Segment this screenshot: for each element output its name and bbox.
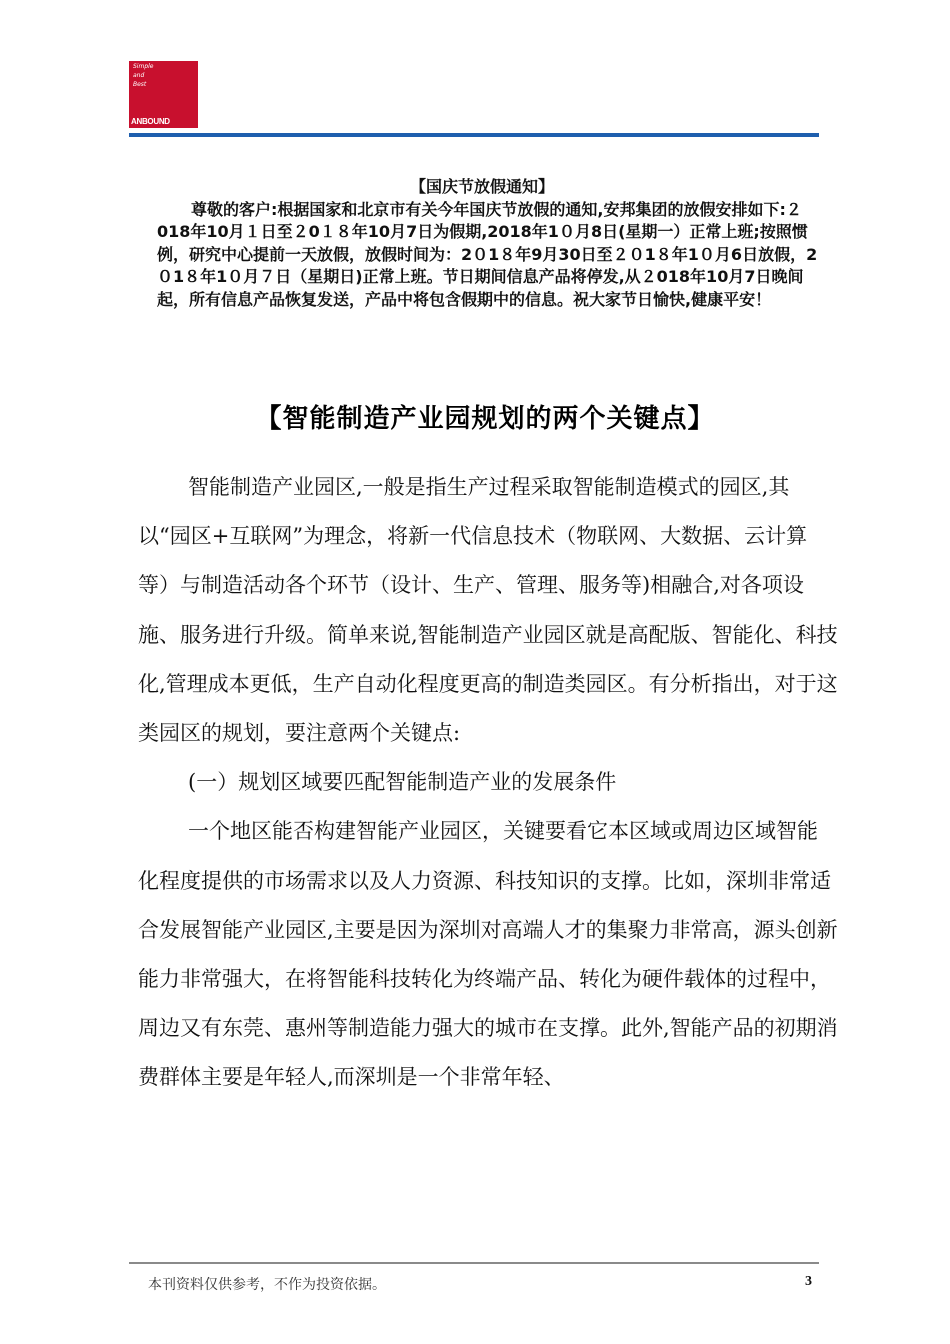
notice-title: 【国庆节放假通知】 xyxy=(409,177,554,196)
notice-body: 尊敬的客户:根据国家和北京市有关今年国庆节放假的通知,安邦集团的放假安排如下:２018年10月１日至２0１８年10月7日为假期,2018年1０月8日(星期一）正常上班;按照惯例，研究中心提前一天放假，放假时间为：2０1８年9月30日至２０1８年1０月6日放假，2０1８年1０月７日（星期日)正常上班。节日期间信息产品将停发,从２018年10月7日晚间起，所有信息产品恢复发送，产品中将包含假期中的信息。祝大家节日愉快,健康平安！ xyxy=(157,199,818,309)
article-paragraph-intro: 智能制造产业园区,一般是指生产过程采取智能制造模式的园区,其以“园区+互联网”为理念，将新一代信息技术（物联网、大数据、云计算等）与制造活动各个环节（设计、生产、管理、服务等)相融合,对各项设施、服务进行升级。简单来说,智能制造产业园区就是高配版、智能化、科技化,管理成本更低，生产自动化程度更高的制造类园区。有分析指出，对于这类园区的规划，要注意两个关键点: xyxy=(138,475,838,746)
article-body xyxy=(138,463,838,1103)
logo-brand-name: ANBOUND xyxy=(131,117,170,126)
logo-tagline-2: and xyxy=(133,72,145,79)
article-title: 【智能制造产业园规划的两个关键点】 xyxy=(255,404,715,434)
footer-divider xyxy=(129,1262,819,1264)
header-divider xyxy=(129,133,819,137)
holiday-notice xyxy=(157,176,837,311)
page-number: 3 xyxy=(805,1274,812,1289)
anbound-logo xyxy=(129,61,198,128)
logo-tagline-3: Best xyxy=(133,81,147,88)
article-section-heading: (一）规划区域要匹配智能制造产业的发展条件 xyxy=(188,770,617,795)
article-paragraph-detail: 一个地区能否构建智能产业园区，关键要看它本区域或周边区域智能化程度提供的市场需求以及人力资源、科技知识的支撑。比如，深圳非常适合发展智能产业园区,主要是因为深圳对高端人才的集聚力非常高，源头创新能力非常强大，在将智能科技转化为终端产品、转化为硬件载体的过程中，周边又有东莞、惠州等制造能力强大的城市在支撑。此外,智能产品的初期消费群体主要是年轻人,而深圳是一个非常年轻、 xyxy=(138,819,838,1090)
footer-disclaimer: 本刊资料仅供参考，不作为投资依据。 xyxy=(148,1277,386,1293)
logo-tagline-1: Simple xyxy=(133,63,154,70)
